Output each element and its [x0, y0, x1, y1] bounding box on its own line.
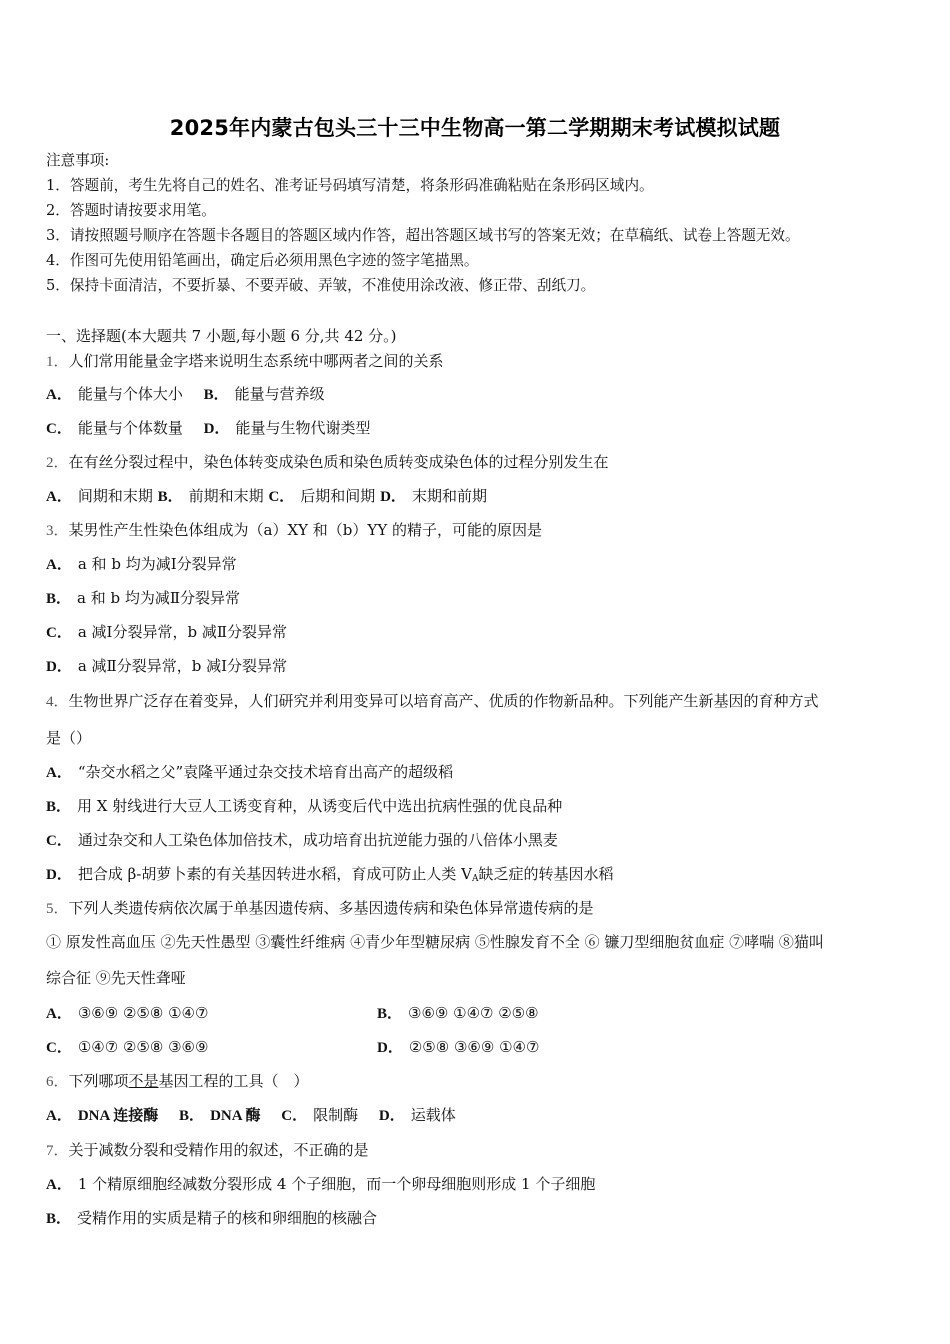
- question-number: 7．: [46, 1143, 69, 1159]
- question-2: [46, 452, 609, 473]
- question-4: [46, 691, 819, 712]
- option-a[interactable]: A． 间期和末期: [46, 487, 153, 505]
- notice-item: 1．答题前，考生先将自己的姓名、准考证号码填写清楚，将条形码准确粘贴在条形码区域内。: [46, 177, 654, 194]
- options-row: [46, 418, 371, 439]
- question-6: 6．下列哪项不是基因工程的工具（ ）: [46, 1072, 309, 1090]
- question-number: 6．: [46, 1074, 69, 1090]
- notice-heading: 注意事项:: [46, 152, 110, 169]
- notice-item: 2．答题时请按要求用笔。: [46, 202, 216, 219]
- option-b[interactable]: B． 能量与营养级: [203, 385, 325, 403]
- question-stem: 生物世界广泛存在着变异，人们研究并利用变异可以培育高产、优质的作物新品种。下列能产生新基因的育种方式: [68, 692, 819, 710]
- notice-item: 5．保持卡面清洁，不要折暴、不要弄破、弄皱，不准使用涂改液、修正带、刮纸刀。: [46, 277, 596, 294]
- option-a[interactable]: A． 1 个精原细胞经减数分裂形成 4 个子细胞，而一个卵母细胞则形成 1 个子细胞: [46, 1175, 596, 1193]
- option-b[interactable]: B． a 和 b 均为减Ⅱ分裂异常: [46, 589, 241, 607]
- question-number: 4．: [46, 694, 69, 710]
- option-a[interactable]: A． ③⑥⑨ ②⑤⑧ ①④⑦: [46, 1004, 209, 1022]
- option-d[interactable]: D． 能量与生物代谢类型: [203, 419, 371, 437]
- question-stem: 某男性产生性染色体组成为（a）XY 和（b）YY 的精子，可能的原因是: [68, 521, 542, 539]
- question-number: 3．: [46, 523, 69, 539]
- option-c[interactable]: C． 后期和间期: [268, 487, 376, 505]
- option-b[interactable]: B． ③⑥⑨ ①④⑦ ②⑤⑧: [377, 1004, 539, 1022]
- option-c[interactable]: C． 限制酶: [281, 1106, 359, 1124]
- question-stem: 人们常用能量金字塔来说明生态系统中哪两者之间的关系: [68, 352, 444, 370]
- option-d[interactable]: D． a 减Ⅱ分裂异常，b 减Ⅰ分裂异常: [46, 657, 288, 675]
- question-number: 2．: [46, 455, 69, 471]
- option-a[interactable]: A． a 和 b 均为减Ⅰ分裂异常: [46, 555, 237, 573]
- question-3: [46, 520, 542, 541]
- emphasis-underline: 不是: [128, 1072, 159, 1090]
- option-b[interactable]: B． 用 X 射线进行大豆人工诱变育种，从诱变后代中选出抗病性强的优良品种: [46, 797, 563, 815]
- disease-list-continued: 综合征 ⑨先天性聋哑: [46, 969, 186, 987]
- question-1: [46, 351, 444, 372]
- question-5: [46, 898, 594, 919]
- option-d[interactable]: D． 把合成 β-胡萝卜素的有关基因转进水稻，育成可防止人类 $V_A$缺乏症的转基因水稻: [46, 865, 614, 884]
- question-number: 5．: [46, 901, 69, 917]
- option-b[interactable]: B． DNA 酶: [179, 1108, 261, 1124]
- options-row: [46, 1105, 456, 1126]
- disease-list: ① 原发性高血压 ②先天性愚型 ③囊性纤维病 ④青少年型糖尿病 ⑤性腺发育不全 ⑥ 镰刀型细胞贫血症 ⑦哮喘 ⑧猫叫: [46, 933, 824, 951]
- option-a[interactable]: A． DNA 连接酶: [46, 1108, 159, 1124]
- option-a[interactable]: A． 能量与个体大小: [46, 385, 183, 403]
- option-c[interactable]: C． 能量与个体数量: [46, 419, 183, 437]
- notice-item: 4．作图可先使用铅笔画出，确定后必须用黑色字迹的签字笔描黑。: [46, 252, 479, 269]
- option-d[interactable]: D． 末期和前期: [380, 487, 487, 505]
- option-c[interactable]: C． 通过杂交和人工染色体加倍技术，成功培育出抗逆能力强的八倍体小黑麦: [46, 831, 558, 849]
- option-d[interactable]: D． ②⑤⑧ ③⑥⑨ ①④⑦: [377, 1038, 540, 1056]
- options-row: [46, 486, 487, 507]
- option-a[interactable]: A． “杂交水稻之父”袁隆平通过杂交技术培育出高产的超级稻: [46, 763, 454, 781]
- question-stem: 下列人类遗传病依次属于单基因遗传病、多基因遗传病和染色体异常遗传病的是: [68, 899, 594, 917]
- option-d[interactable]: D． 运载体: [378, 1106, 456, 1124]
- question-stem-continued: 是（）: [46, 729, 92, 747]
- option-c[interactable]: C． ①④⑦ ②⑤⑧ ③⑥⑨: [46, 1038, 209, 1056]
- question-stem: 关于减数分裂和受精作用的叙述，不正确的是: [68, 1141, 369, 1159]
- question-stem: 在有丝分裂过程中，染色体转变成染色质和染色质转变成染色体的过程分别发生在: [68, 453, 609, 471]
- question-7: [46, 1140, 369, 1161]
- options-row: [46, 384, 325, 405]
- option-c[interactable]: C． a 减Ⅰ分裂异常，b 减Ⅱ分裂异常: [46, 623, 288, 641]
- section-heading: 一、选择题(本大题共 7 小题,每小题 6 分,共 42 分。): [46, 327, 397, 345]
- question-number: 1．: [46, 354, 69, 370]
- option-b[interactable]: B． 前期和末期: [157, 487, 264, 505]
- exam-title: 2025年内蒙古包头三十三中生物高一第二学期期末考试模拟试题: [169, 116, 781, 140]
- notice-item: 3．请按照题号顺序在答题卡各题目的答题区域内作答，超出答题区域书写的答案无效；在草稿纸、试卷上答题无效。: [46, 227, 800, 244]
- option-b[interactable]: B． 受精作用的实质是精子的核和卵细胞的核融合: [46, 1209, 378, 1227]
